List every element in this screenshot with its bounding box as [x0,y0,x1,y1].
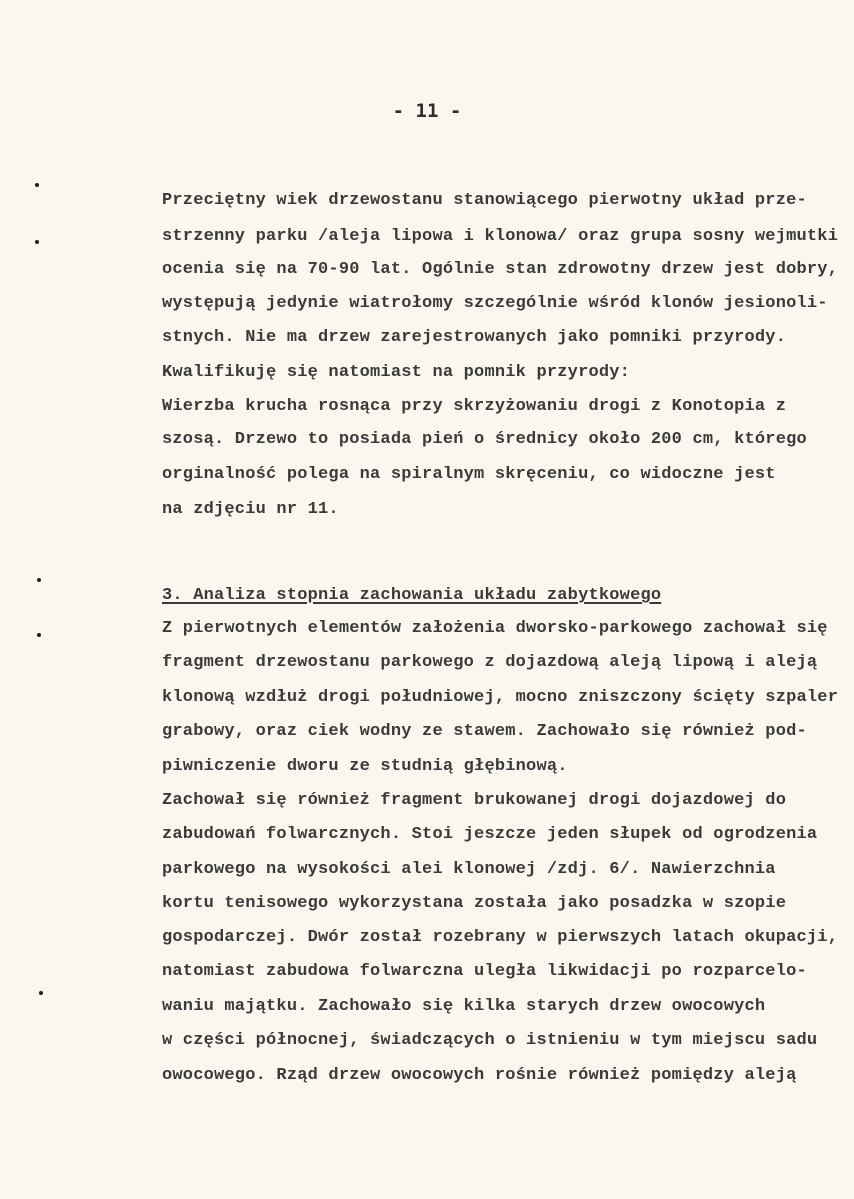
paragraph-2-line: zabudowań folwarcznych. Stoi jeszcze jeden słupek od ogrodzenia [162,825,818,844]
paragraph-1-line: orginalność polega na spiralnym skręceniu, co widoczne jest [162,465,776,484]
paragraph-1-line: strzenny parku /aleja lipowa i klonowa/ oraz grupa sosny wejmutki [162,227,839,246]
paragraph-2-line: Zachował się również fragment brukowanej drogi dojazdowej do [162,791,787,810]
paragraph-2-line: parkowego na wysokości alei klonowej /zdj. 6/. Nawierzchnia [162,860,776,879]
paragraph-2-line: gospodarczej. Dwór został rozebrany w pierwszych latach okupacji, [162,928,839,947]
paragraph-2-line: kortu tenisowego wykorzystana została jako posadzka w szopie [162,894,787,913]
paragraph-1-line: Wierzba krucha rosnąca przy skrzyżowaniu drogi z Konotopia z [162,397,787,416]
paragraph-2-line: grabowy, oraz ciek wodny ze stawem. Zachowało się również pod- [162,722,807,741]
paragraph-1-line: ocenia się na 70-90 lat. Ogólnie stan zdrowotny drzew jest dobry, [162,260,839,279]
paragraph-2-line: waniu majątku. Zachowało się kilka starych drzew owocowych [162,997,766,1016]
paragraph-1-line: Przeciętny wiek drzewostanu stanowiącego pierwotny układ prze- [162,191,807,210]
punch-mark [35,240,39,244]
punch-mark [35,183,39,187]
paragraph-2-line: w części północnej, świadczących o istnieniu w tym miejscu sadu [162,1031,818,1050]
punch-mark [37,578,41,582]
paragraph-2-line: Z pierwotnych elementów założenia dworsko-parkowego zachował się [162,619,828,638]
paragraph-2-line: natomiast zabudowa folwarczna uległa likwidacji po rozparcelo- [162,962,807,981]
paragraph-2-line: owocowego. Rząd drzew owocowych rośnie również pomiędzy aleją [162,1066,797,1085]
paragraph-1-line: na zdjęciu nr 11. [162,500,339,519]
paragraph-2-line: fragment drzewostanu parkowego z dojazdową aleją lipową i aleją [162,653,818,672]
punch-mark [39,991,43,995]
section-heading: 3. Analiza stopnia zachowania układu zabytkowego [162,586,662,605]
paragraph-1-line: występują jedynie wiatrołomy szczególnie wśród klonów jesionoli- [162,294,828,313]
paragraph-2-line: piwniczenie dworu ze studnią głębinową. [162,757,568,776]
paragraph-2-line: klonową wzdłuż drogi południowej, mocno zniszczony ścięty szpaler [162,688,839,707]
paragraph-1-line: szosą. Drzewo to posiada pień o średnicy około 200 cm, którego [162,430,807,449]
paragraph-1-line: Kwalifikuję się natomiast na pomnik przyrody: [162,363,631,382]
punch-mark [37,633,41,637]
page-number: - 11 - [392,100,462,122]
paragraph-1-line: stnych. Nie ma drzew zarejestrowanych jako pomniki przyrody. [162,328,787,347]
